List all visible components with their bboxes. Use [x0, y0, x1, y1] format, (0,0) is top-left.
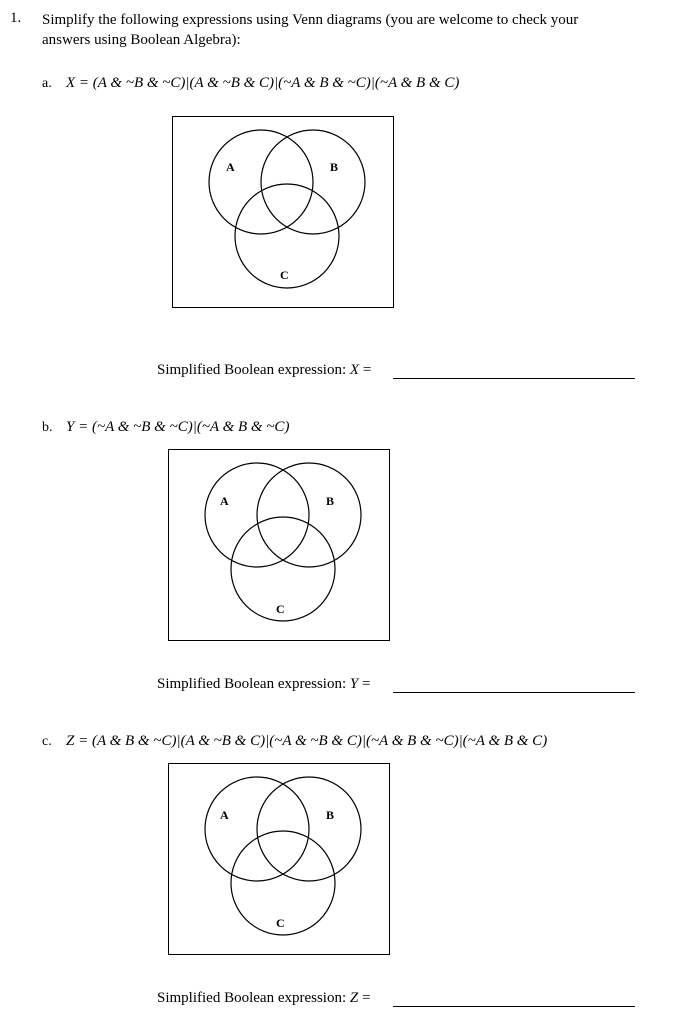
venn-label-b: B	[330, 160, 339, 174]
venn-label-a: A	[226, 160, 235, 174]
part-a-answer-label	[157, 362, 371, 379]
venn-label-b: B	[326, 808, 335, 822]
venn-label-b: B	[326, 494, 335, 508]
part-c-answer-label	[157, 990, 370, 1007]
question-text-line-2: answers using Boolean Algebra):	[42, 32, 241, 48]
answer-variable: Y	[349, 676, 359, 692]
venn-label-c: C	[280, 268, 289, 282]
part-b-venn-diagram	[168, 449, 390, 641]
question-number: 1.	[10, 10, 22, 26]
venn-label-a: A	[220, 494, 229, 508]
answer-prefix: Simplified Boolean expression:	[157, 676, 350, 692]
part-c-answer-blank[interactable]	[393, 1006, 635, 1007]
part-a-formula: X = (A & ~B & ~C)|(A & ~B & C)|(~A & B & ~C)|(~A & B & C)	[66, 75, 460, 91]
answer-equals: =	[358, 676, 371, 692]
venn-label-c: C	[276, 916, 285, 930]
question-text-line-1: Simplify the following expressions using Venn diagrams (you are welcome to check your	[42, 12, 579, 28]
venn-label-c: C	[276, 602, 285, 616]
part-c-formula: Z = (A & B & ~C)|(A & ~B & C)|(~A & ~B & C)|(~A & B & ~C)|(~A & B & C)	[66, 733, 548, 749]
part-a-answer-blank[interactable]	[393, 378, 635, 379]
answer-prefix: Simplified Boolean expression:	[157, 990, 350, 1006]
part-b-answer-blank[interactable]	[393, 692, 635, 693]
answer-variable: X	[349, 362, 360, 378]
answer-variable: Z	[349, 990, 359, 1006]
part-a-venn-diagram	[172, 116, 394, 308]
part-b-formula: Y = (~A & ~B & ~C)|(~A & B & ~C)	[66, 419, 290, 435]
venn-label-a: A	[220, 808, 229, 822]
part-c-venn-diagram	[168, 763, 390, 955]
part-a-label: a.	[42, 76, 52, 91]
answer-equals: =	[358, 990, 371, 1006]
answer-equals: =	[359, 362, 372, 378]
part-b-label: b.	[42, 420, 53, 435]
part-b-answer-label	[157, 676, 370, 693]
answer-prefix: Simplified Boolean expression:	[157, 362, 350, 378]
part-c-label: c.	[42, 734, 52, 749]
